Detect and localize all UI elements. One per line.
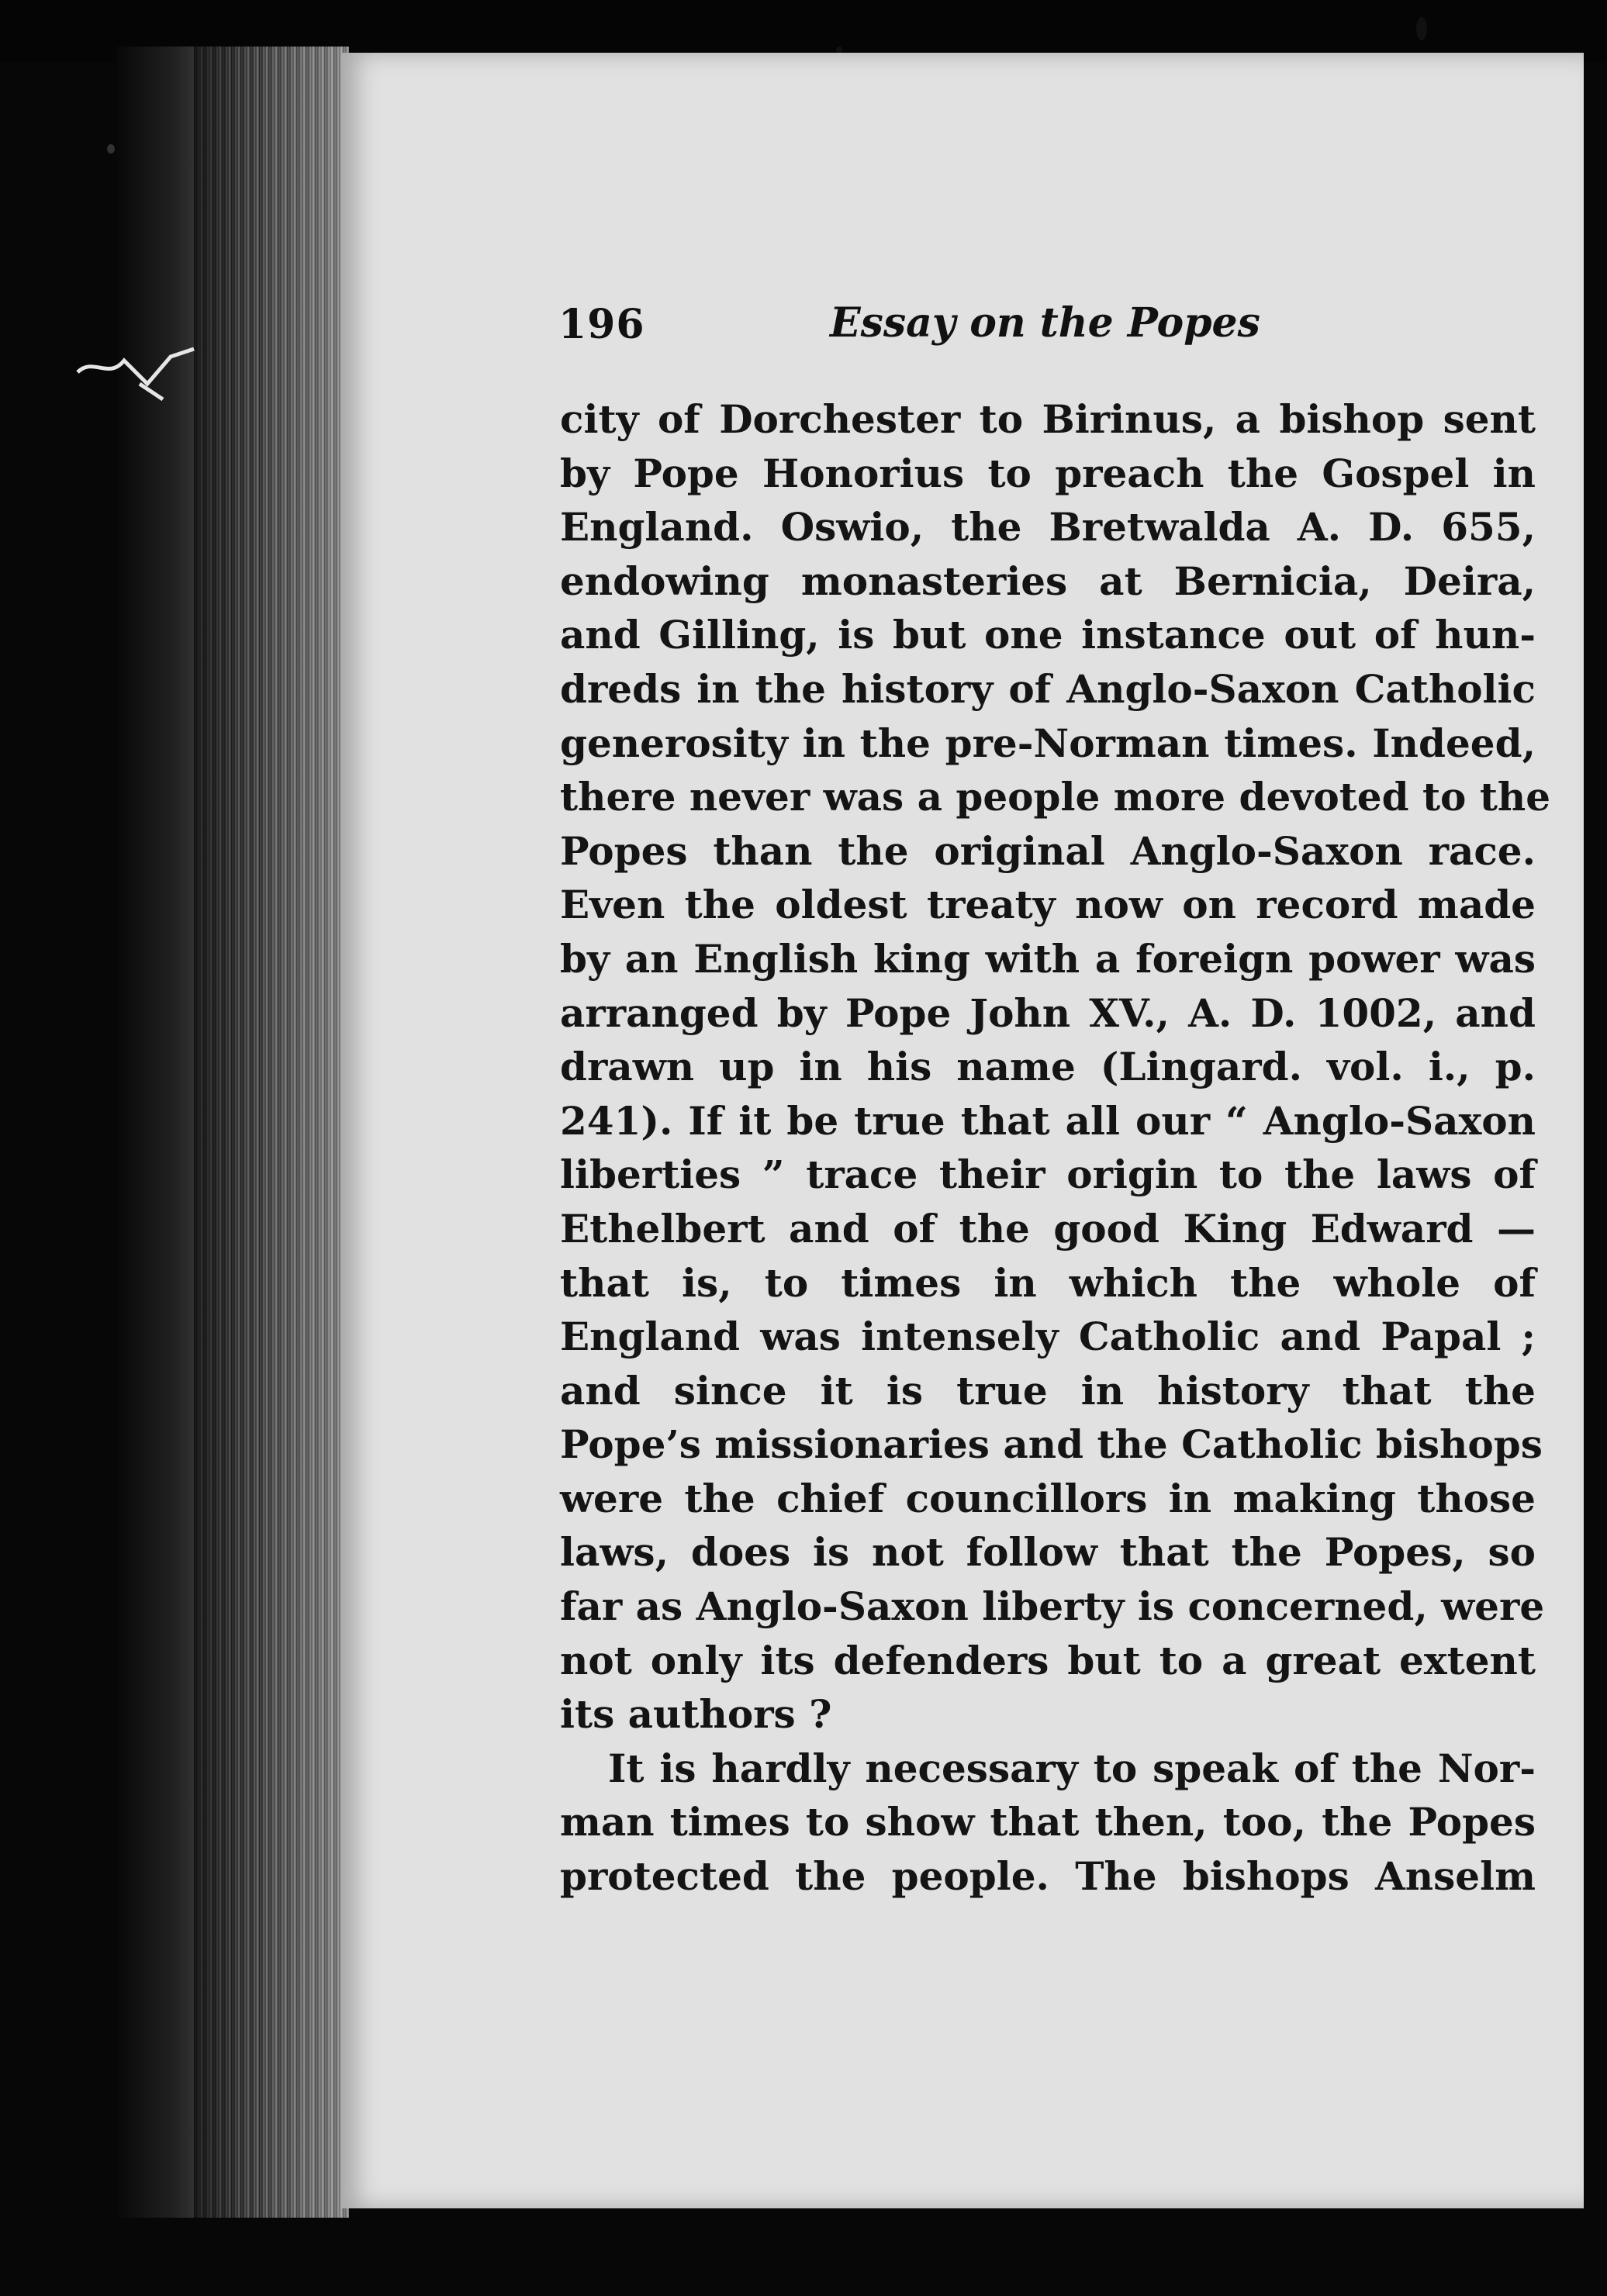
text-line: arranged by Pope John XV., A. D. 1002, and: [560, 989, 1536, 1036]
text-line: generosity in the pre-Norman times. Indeed,: [560, 720, 1536, 766]
text-line: that is, to times in which the whole of: [560, 1259, 1536, 1306]
text-line: not only its defenders but to a great extent: [560, 1637, 1536, 1683]
handwritten-margin-mark: [47, 326, 225, 403]
text-line: Even the oldest treaty now on record made: [560, 882, 1536, 928]
text-line: drawn up in his name (Lingard. vol. i., p.: [560, 1044, 1536, 1090]
text-line: city of Dorchester to Birinus, a bishop sent: [560, 396, 1536, 442]
text-line: laws, does is not follow that the Popes, so: [560, 1529, 1536, 1576]
text-line: and since it is true in history that the: [560, 1367, 1536, 1414]
running-title: Essay on the Popes: [830, 299, 1260, 347]
text-line: England. Oswio, the Bretwalda A. D. 655,: [560, 504, 1536, 551]
text-line: were the chief councillors in making those: [560, 1475, 1536, 1521]
text-line: its authors ?: [560, 1691, 832, 1738]
text-line: Popes than the original Anglo-Saxon race.: [560, 827, 1536, 874]
text-line: Ethelbert and of the good King Edward —: [560, 1205, 1536, 1252]
ink-speck: [836, 47, 842, 53]
text-line: far as Anglo-Saxon liberty is concerned, were: [560, 1583, 1545, 1630]
text-line: dreds in the history of Anglo-Saxon Catholic: [560, 665, 1536, 712]
body-text: [560, 392, 1551, 1904]
text-line: It is hardly necessary to speak of the Nor-: [608, 1745, 1536, 1791]
text-line: England was intensely Catholic and Papal ;: [560, 1314, 1536, 1360]
text-line: liberties ” trace their origin to the laws of: [560, 1151, 1536, 1198]
text-line: protected the people. The bishops Anselm: [560, 1853, 1536, 1900]
text-line: endowing monasteries at Bernicia, Deira,: [560, 558, 1536, 604]
text-line: there never was a people more devoted to the: [560, 774, 1551, 820]
text-line: by an English king with a foreign power was: [560, 935, 1536, 982]
ink-speck: [1416, 17, 1427, 40]
text-line: 241). If it be true that all our “ Anglo-Saxon: [560, 1097, 1536, 1144]
text-line: Pope’s missionaries and the Catholic bishops: [560, 1421, 1543, 1468]
text-line: man times to show that then, too, the Popes: [560, 1799, 1536, 1845]
text-line: by Pope Honorius to preach the Gospel in: [560, 450, 1536, 496]
text-line: and Gilling, is but one instance out of hun-: [560, 612, 1536, 658]
ink-speck: [107, 144, 115, 154]
page-number: 196: [558, 301, 645, 348]
